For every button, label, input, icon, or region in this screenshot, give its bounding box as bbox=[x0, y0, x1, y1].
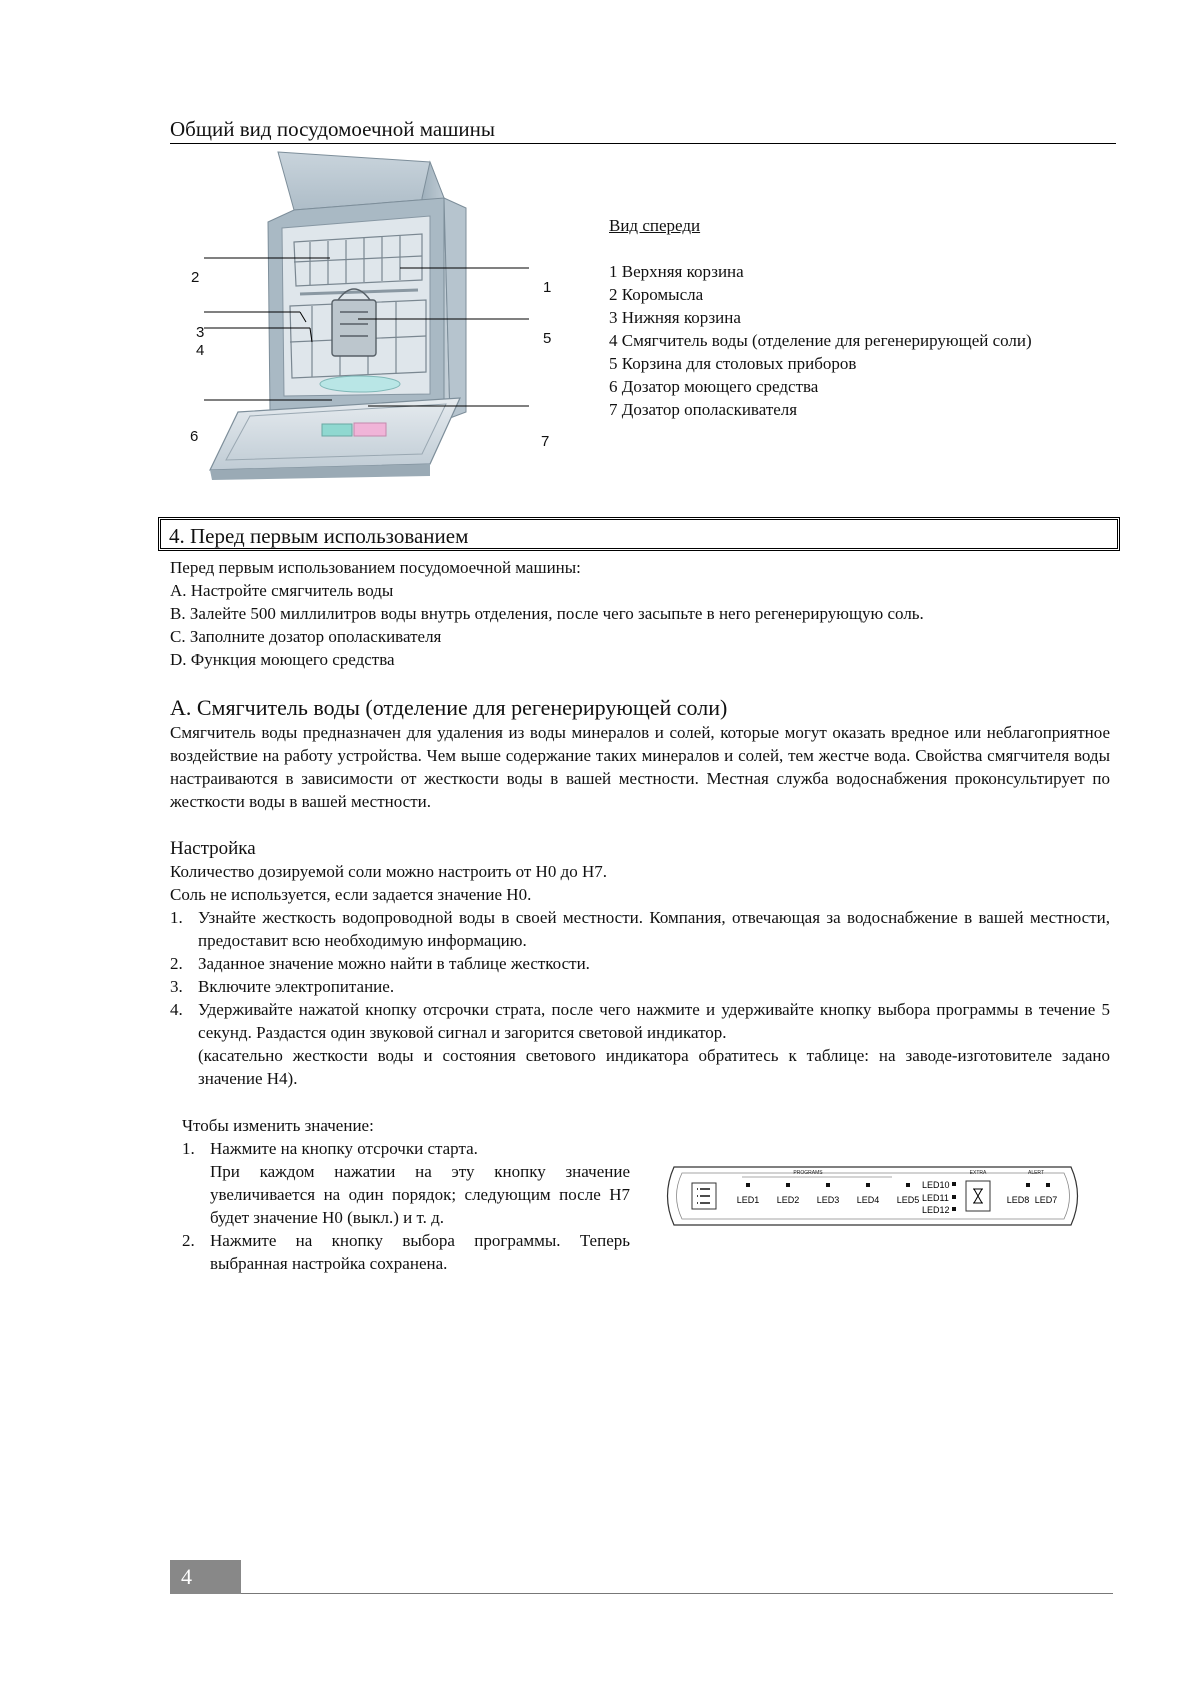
callout-1: 1 bbox=[543, 279, 552, 296]
legend-item: 6 Дозатор моющего средства bbox=[609, 377, 819, 396]
led-marker bbox=[1046, 1183, 1050, 1187]
overview-legend bbox=[609, 214, 1079, 421]
footer-rule bbox=[241, 1593, 1113, 1594]
legend-item: 5 Корзина для столовых приборов bbox=[609, 354, 857, 373]
setup-line-2: Соль не используется, если задается значение H0. bbox=[170, 885, 532, 904]
change-step-2: 2. Нажмите на кнопку выбора программы. Теперь выбранная настройка сохранена. bbox=[182, 1231, 630, 1273]
page-number: 4 bbox=[181, 1564, 192, 1589]
led-label: LED2 bbox=[776, 1195, 800, 1205]
control-panel-diagram bbox=[660, 1165, 1085, 1227]
led-label: LED11 bbox=[922, 1193, 949, 1203]
softener-text: Смягчитель воды предназначен для удаления из воды минералов и солей, которые могут оказать вредное или неблагоприятное воздействие на работу устройства. Чем выше содержание таких минералов и солей, тем жестче вода. Свойства смягчителя воды настраиваются в зависимости от жесткости воды в вашей местности. Местная служба водоснабжения проконсультирует по жесткости воды в вашей местности. bbox=[170, 723, 1110, 811]
callout-4: 4 bbox=[196, 342, 205, 359]
callout-2: 2 bbox=[191, 269, 200, 286]
setup-step-2: 2. Заданное значение можно найти в таблице жесткости. bbox=[170, 954, 590, 973]
led-marker bbox=[786, 1183, 790, 1187]
softener-title: A. Смягчитель воды (отделение для регенерирующей соли) bbox=[170, 695, 728, 720]
led-label: LED4 bbox=[856, 1195, 880, 1205]
led-label: LED5 bbox=[896, 1195, 920, 1205]
dishwasher-illustration bbox=[190, 150, 590, 480]
setup-step-4: 4. Удерживайте нажатой кнопку отсрочки страта, после чего нажмите и удерживайте кнопку выбора программы в течение 5 секунд. Раздастся один звуковой сигнал и загорится световой индикатор. (касательно жесткости воды и состояния светового индикатора обратитесь к таблице: на заводе-изготовителе задано значение H4). bbox=[170, 1000, 1110, 1088]
section-4-item: C. Заполните дозатор ополаскивателя bbox=[170, 627, 442, 646]
led-label: LED7 bbox=[1034, 1195, 1058, 1205]
change-title: Чтобы изменить значение: bbox=[182, 1116, 374, 1135]
section-4-item: D. Функция моющего средства bbox=[170, 650, 395, 669]
change-body bbox=[182, 1114, 630, 1275]
led-marker bbox=[826, 1183, 830, 1187]
section-4-item: B. Залейте 500 миллилитров воды внутрь отделения, после чего засыпьте в него регенерирующую соль. bbox=[170, 604, 924, 623]
led-marker bbox=[866, 1183, 870, 1187]
section-4-intro: Перед первым использованием посудомоечной машины: bbox=[170, 558, 581, 577]
led-label: LED12 bbox=[922, 1205, 950, 1215]
legend-item: 2 Коромысла bbox=[609, 285, 704, 304]
extra-label: EXTRA bbox=[969, 1170, 987, 1176]
legend-item: 7 Дозатор ополаскивателя bbox=[609, 400, 798, 419]
led-label: LED8 bbox=[1006, 1195, 1030, 1205]
led-marker bbox=[1026, 1183, 1030, 1187]
overview-title-rule bbox=[170, 143, 1116, 144]
overview-title: Общий вид посудомоечной машины bbox=[170, 117, 495, 141]
callout-7: 7 bbox=[541, 433, 550, 450]
setup-title: Настройка bbox=[170, 838, 256, 859]
setup-step-1: 1. Узнайте жесткость водопроводной воды в своей местности. Компания, отвечающая за водоснабжение в вашей местности, предоставит всю необходимую информацию. bbox=[170, 908, 1110, 950]
programs-label: PROGRAMS bbox=[793, 1170, 823, 1176]
led-label: LED1 bbox=[736, 1195, 760, 1205]
callout-6: 6 bbox=[190, 428, 199, 445]
change-step-1: 1. Нажмите на кнопку отсрочки старта. При каждом нажатии на эту кнопку значение увеличивается на один порядок; следующим после H7 будет значение H0 (выкл.) и т. д. bbox=[182, 1139, 630, 1227]
legend-heading: Вид спереди bbox=[609, 216, 701, 235]
legend-item: 4 Смягчитель воды (отделение для регенерирующей соли) bbox=[609, 331, 1032, 350]
setup-step-4-note: (касательно жесткости воды и состояния светового индикатора обратитесь к таблице: на заводе-изготовителе задано значение H4). bbox=[198, 1046, 1110, 1088]
callout-3: 3 bbox=[196, 324, 205, 341]
section-4-title: 4. Перед первым использованием bbox=[169, 524, 469, 548]
page-number-box bbox=[170, 1560, 241, 1594]
led-marker bbox=[746, 1183, 750, 1187]
led-marker bbox=[906, 1183, 910, 1187]
legend-item: 1 Верхняя корзина bbox=[609, 262, 744, 281]
section-4-header bbox=[158, 517, 1120, 551]
alert-label: ALERT bbox=[1027, 1170, 1045, 1176]
setup-line-1: Количество дозируемой соли можно настроить от H0 до H7. bbox=[170, 862, 608, 881]
change-step-1-detail: При каждом нажатии на эту кнопку значение увеличивается на один порядок; следующим после H7 будет значение H0 (выкл.) и т. д. bbox=[210, 1162, 630, 1227]
setup-body bbox=[170, 860, 1110, 1090]
section-4-body bbox=[170, 556, 1120, 671]
legend-item: 3 Нижняя корзина bbox=[609, 308, 741, 327]
led-label: LED3 bbox=[816, 1195, 840, 1205]
led-label: LED10 bbox=[922, 1180, 950, 1190]
section-4-item: A. Настройте смягчитель воды bbox=[170, 581, 394, 600]
callout-5: 5 bbox=[543, 330, 552, 347]
setup-step-3: 3. Включите электропитание. bbox=[170, 977, 395, 996]
